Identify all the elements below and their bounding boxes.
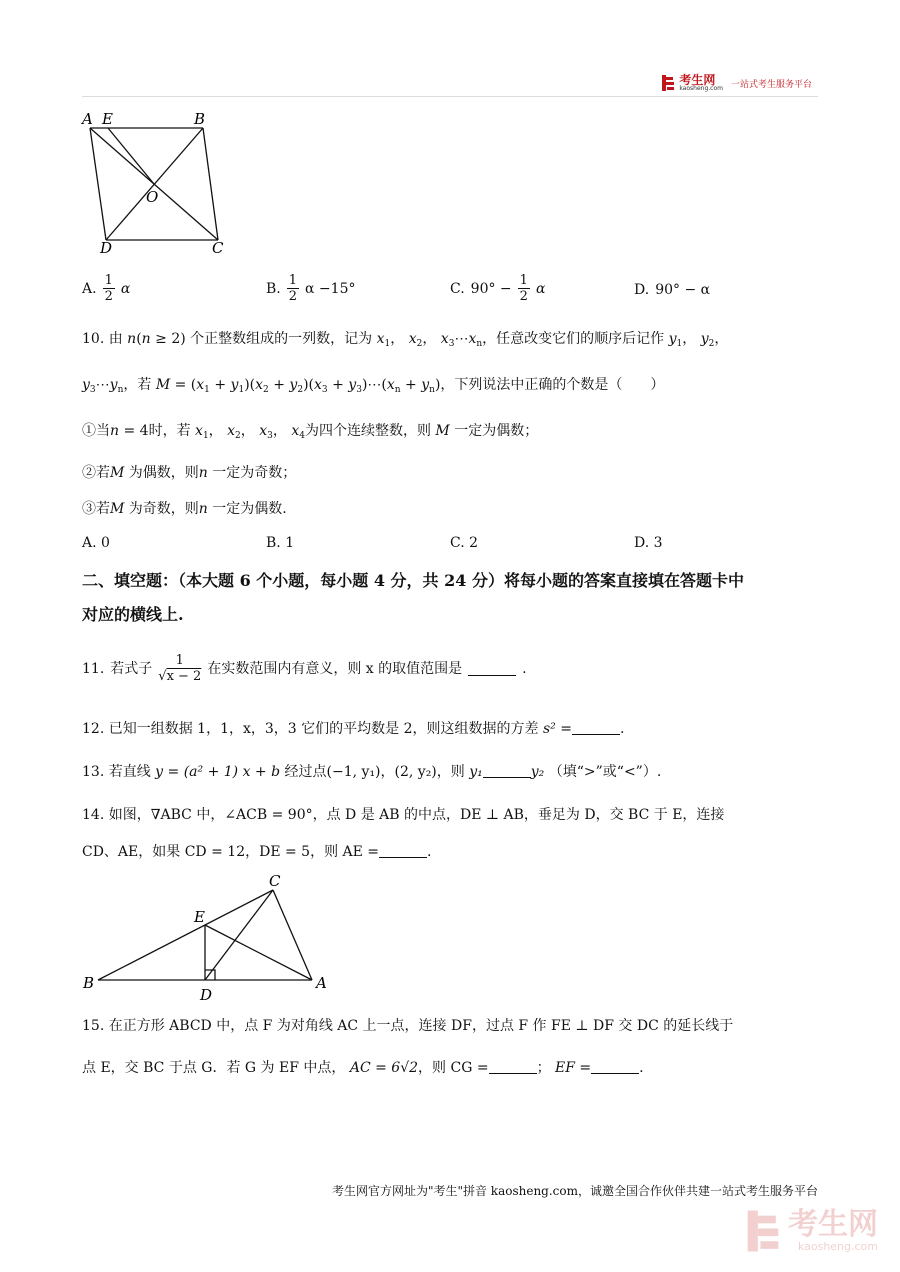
diagonal-bd (106, 128, 203, 240)
edge-bc (98, 890, 273, 980)
q9-option-c[interactable]: C. 90° − $\frac{1}{2}$ α (450, 273, 546, 304)
footer-text: 考生网官方网址为"考生"拼音 kaosheng.com，诚邀全国合作伙伴共建一站式考生服务平台 (331, 1184, 818, 1198)
label-a: A (82, 110, 93, 128)
label-c: C (212, 239, 224, 257)
label-b: B (194, 110, 206, 128)
figure-triangle (80, 870, 340, 1005)
q15-line2: 点 E，交 BC 于点 G．若 G 为 EF 中点， AC = 6√2，则 CG = ； EF = . (82, 1060, 644, 1076)
section2-title-line2: 对应的横线上. (82, 605, 184, 624)
q10-line2: $y_3\cdots y_n$，若 $M = (x_1 + y_1)(x_2 + y_2)(x_3$ + $y_3)\cdots(x_n + y_n)$，下列说法中正确的个数是（ ） (82, 377, 665, 395)
q9-option-d[interactable]: D. 90° − α (634, 282, 711, 298)
label-c2: C (269, 872, 281, 890)
q10-line1: 10. 由 n(n ≥ 2) 个正整数组成的一列数，记为 $x_1$， $x_2$， $x_3\cdots x_n$，任意改变它们的顺序后记作 $y_1$， $y_2$， (82, 331, 729, 349)
segment-dc (205, 890, 273, 980)
q15-cg-blank[interactable] (489, 1059, 537, 1074)
watermark (744, 1208, 878, 1254)
label-d: D (100, 239, 113, 257)
q15-ef-blank[interactable] (591, 1059, 639, 1074)
watermark-name: 考生网 (788, 1206, 878, 1242)
q9-option-b[interactable]: B. $\frac{1}{2}$ α −15° (266, 273, 356, 304)
q10-statement-3: ③若M 为奇数，则n 一定为偶数. (82, 501, 287, 517)
q10-statement-1: ①当n = 4时，若 $x_1$， $x_2$， $x_3$， $x_4$为四个连续整数，则 M 一定为偶数； (82, 423, 539, 441)
q9-option-a[interactable]: A. $\frac{1}{2}$ α (82, 273, 131, 304)
q11-answer-blank[interactable] (468, 661, 516, 676)
header-slogan: 一站式考生服务平台 (730, 79, 812, 90)
q10-option-a[interactable]: A. 0 (82, 535, 110, 551)
q12-answer-blank[interactable] (572, 720, 620, 735)
logo-domain: kaosheng.com (679, 85, 723, 92)
q13: 13. 若直线 y = (a² + 1) x + b 经过点(−1, y₁)，(2, y₂)，则 y₁ y₂ （填“>”或“<”）. (82, 764, 662, 780)
q10-option-b[interactable]: B. 1 (266, 535, 295, 551)
segment-eo (108, 128, 154, 184)
watermark-domain: kaosheng.com (797, 1239, 878, 1253)
label-e2: E (194, 908, 205, 926)
header-logo (661, 72, 812, 94)
edge-ca (273, 890, 312, 980)
edge-bc (203, 128, 218, 240)
q14-answer-blank[interactable] (379, 843, 427, 858)
label-o: O (146, 188, 159, 206)
q14-line2: CD、AE，如果 CD = 12，DE = 5，则 AE = . (82, 844, 432, 860)
label-e: E (102, 110, 113, 128)
label-d2: D (200, 986, 213, 1004)
label-a2: A (316, 974, 327, 992)
q14-line1: 14. 如图，∇ABC 中，∠ACB = 90°，点 D 是 AB 的中点，DE ⊥ AB，垂足为 D，交 BC 于 E，连接 (82, 807, 725, 823)
q12: 12. 已知一组数据 1，1，x，3，3 它们的平均数是 2，则这组数据的方差 s² = . (82, 721, 625, 737)
edge-da (90, 128, 106, 240)
segment-ea (205, 925, 312, 980)
watermark-logo-icon (744, 1208, 782, 1254)
figure-parallelogram (80, 108, 240, 258)
q10-option-c[interactable]: C. 2 (450, 535, 479, 551)
label-b2: B (83, 974, 95, 992)
kaosheng-logo-icon (661, 74, 675, 92)
q11: 11. 若式子 $\frac{1}{√x - 2}$ 在实数范围内有意义，则 x 的取值范围是 . (82, 653, 527, 684)
section2-title-line1: 二、填空题：（本大题 6 个小题，每小题 4 分，共 24 分）将每小题的答案直接填在答题卡中 (82, 571, 744, 590)
q15-line1: 15. 在正方形 ABCD 中，点 F 为对角线 AC 上一点，连接 DF，过点 F 作 FE ⊥ DF 交 DC 的延长线于 (82, 1018, 734, 1034)
logo-name: 考生网 (679, 73, 716, 87)
q10-statement-2: ②若M 为偶数，则n 一定为奇数； (82, 465, 297, 481)
header-divider (82, 96, 818, 97)
q10-option-d[interactable]: D. 3 (634, 535, 663, 551)
q13-answer-blank[interactable] (483, 763, 531, 778)
